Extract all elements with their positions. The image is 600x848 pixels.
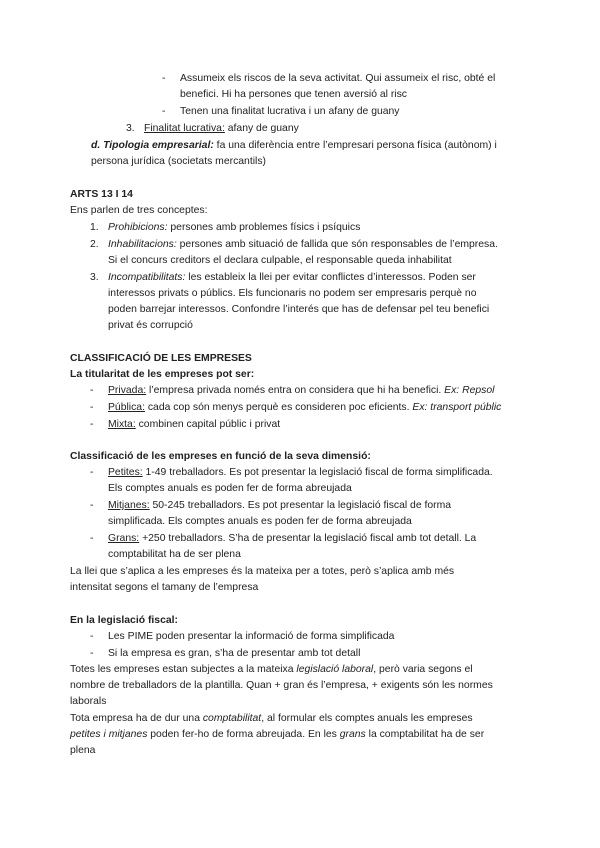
item-label: Mitjanes: bbox=[108, 500, 150, 511]
text-run-italic: legislació laboral bbox=[296, 664, 374, 675]
text-line: Assumeix els riscos de la seva activitat. Qui assumeix el risc, obté el bbox=[180, 73, 496, 84]
bullet-dash: - bbox=[162, 106, 166, 117]
text-line: La llei que s’aplica a les empreses és la mateixa per a totes, però s’aplica amb més bbox=[70, 566, 455, 577]
paragraph-line bbox=[70, 663, 473, 677]
list-number: 3. bbox=[126, 123, 135, 134]
text-line: poden barrejar interessos. Confondre l’interés que has de defensar pel teu benefici bbox=[108, 304, 490, 315]
text-run: , al formular els comptes anuals les empreses bbox=[261, 713, 473, 724]
paragraph-line bbox=[70, 712, 473, 726]
bullet-dash: - bbox=[90, 631, 94, 642]
list-item bbox=[108, 401, 501, 415]
item-label: Inhabilitacions: bbox=[108, 239, 177, 250]
text-line: interessos privats o públics. Els funcionaris no podem ser empresaris perquè no bbox=[108, 288, 477, 299]
item-example: Ex: transport públic bbox=[412, 402, 502, 413]
text-line: comptabilitat ha de ser plena bbox=[108, 549, 241, 560]
item-label: Prohibicions: bbox=[108, 222, 168, 233]
text-line: plena bbox=[70, 745, 96, 756]
item-text: 50-245 treballadors. Es pot presentar la legislació fiscal de forma bbox=[149, 500, 452, 511]
section-heading: CLASSIFICACIÓ DE LES EMPRESES bbox=[70, 353, 252, 364]
text-line: simplificada. Els comptes anuals es poden fer de forma abreujada bbox=[108, 516, 412, 527]
item-example: Ex: Repsol bbox=[444, 385, 495, 396]
text-line: Tenen una finalitat lucrativa i un afany de guany bbox=[180, 106, 400, 117]
list-item bbox=[108, 384, 494, 398]
bullet-dash: - bbox=[90, 533, 94, 544]
item-label: Finalitat lucrativa: bbox=[144, 123, 225, 134]
item-text: 1-49 treballadors. Es pot presentar la legislació fiscal de forma simplificada. bbox=[142, 467, 493, 478]
subsection-heading: La titularitat de les empreses pot ser: bbox=[70, 369, 255, 380]
text-line: nombre de treballadors de la plantilla. Quan + gran és l’empresa, + exigents són les normes bbox=[70, 680, 493, 691]
text-line: intensitat segons el tamany de l’empresa bbox=[70, 582, 259, 593]
item-text: cada cop són menys perquè es consideren poc eficients. bbox=[144, 402, 413, 413]
list-item: Si la empresa es gran, s’ha de presentar amb tot detall bbox=[108, 648, 361, 659]
text-run-italic: comptabilitat bbox=[202, 713, 262, 724]
text-run: , però varia segons el bbox=[373, 664, 473, 675]
bullet-dash: - bbox=[90, 385, 94, 396]
typology-paragraph bbox=[91, 139, 497, 153]
bullet-dash: - bbox=[162, 73, 166, 84]
text-line: Els comptes anuals es poden fer de forma abreujada bbox=[108, 483, 352, 494]
list-number: 2. bbox=[90, 239, 99, 250]
text-run: poden fer-ho de forma abreujada. En les bbox=[147, 729, 340, 740]
item-text: l’empresa privada només entra on considera que hi ha benefici. bbox=[146, 385, 445, 396]
text-run: Tota empresa ha de dur una bbox=[70, 713, 203, 724]
text-run: Totes les empreses estan subjectes a la mateixa bbox=[70, 664, 297, 675]
bullet-dash: - bbox=[90, 419, 94, 430]
item-label: Petites: bbox=[108, 467, 143, 478]
text-line: persona jurídica (societats mercantils) bbox=[91, 156, 266, 167]
item-label: d. Tipologia empresarial: bbox=[91, 140, 214, 151]
list-item: Les PIME poden presentar la informació de forma simplificada bbox=[108, 631, 395, 642]
subsection-heading: Classificació de les empreses en funció de la seva dimensió: bbox=[70, 451, 371, 462]
numbered-item bbox=[108, 221, 360, 235]
item-text: fa una diferència entre l’empresari persona física (autònom) i bbox=[213, 140, 497, 151]
numbered-item bbox=[108, 271, 476, 285]
bullet-dash: - bbox=[90, 648, 94, 659]
numbered-item bbox=[108, 238, 498, 252]
list-item bbox=[108, 418, 280, 432]
numbered-item bbox=[144, 122, 299, 136]
item-text: afany de guany bbox=[224, 123, 299, 134]
item-label: Pública: bbox=[108, 402, 145, 413]
section-intro: Ens parlen de tres conceptes: bbox=[70, 205, 208, 216]
list-number: 3. bbox=[90, 272, 99, 283]
text-run-italic: grans bbox=[339, 729, 366, 740]
item-label: Mixta: bbox=[108, 419, 136, 430]
text-run-italic: petites i mitjanes bbox=[70, 729, 148, 740]
list-number: 1. bbox=[90, 222, 99, 233]
text-line: Si el concurs creditors el declara culpable, el responsable queda inhabilitat bbox=[108, 255, 452, 266]
item-label: Privada: bbox=[108, 385, 147, 396]
item-text: persones amb problemes físics i psíquics bbox=[167, 222, 361, 233]
text-line: benefici. Hi ha persones que tenen aversió al risc bbox=[180, 89, 407, 100]
text-run: la comptabilitat ha de ser bbox=[365, 729, 485, 740]
item-text: +250 treballadors. S’ha de presentar la legislació fiscal amb tot detall. La bbox=[139, 533, 477, 544]
section-heading: ARTS 13 I 14 bbox=[70, 189, 133, 200]
list-item bbox=[108, 466, 493, 480]
list-item bbox=[108, 532, 476, 546]
item-text: les estableix la llei per evitar conflictes d’interessos. Poden ser bbox=[185, 272, 476, 283]
item-label: Grans: bbox=[108, 533, 140, 544]
text-line: privat és corrupció bbox=[108, 320, 193, 331]
subsection-heading: En la legislació fiscal: bbox=[70, 615, 178, 626]
list-item bbox=[108, 499, 451, 513]
item-label: Incompatibilitats: bbox=[108, 272, 186, 283]
bullet-dash: - bbox=[90, 500, 94, 511]
item-text: persones amb situació de fallida que són responsables de l’empresa. bbox=[176, 239, 498, 250]
text-line: laborals bbox=[70, 696, 107, 707]
item-text: combinen capital públic i privat bbox=[135, 419, 281, 430]
paragraph-line bbox=[70, 728, 484, 742]
bullet-dash: - bbox=[90, 467, 94, 478]
bullet-dash: - bbox=[90, 402, 94, 413]
